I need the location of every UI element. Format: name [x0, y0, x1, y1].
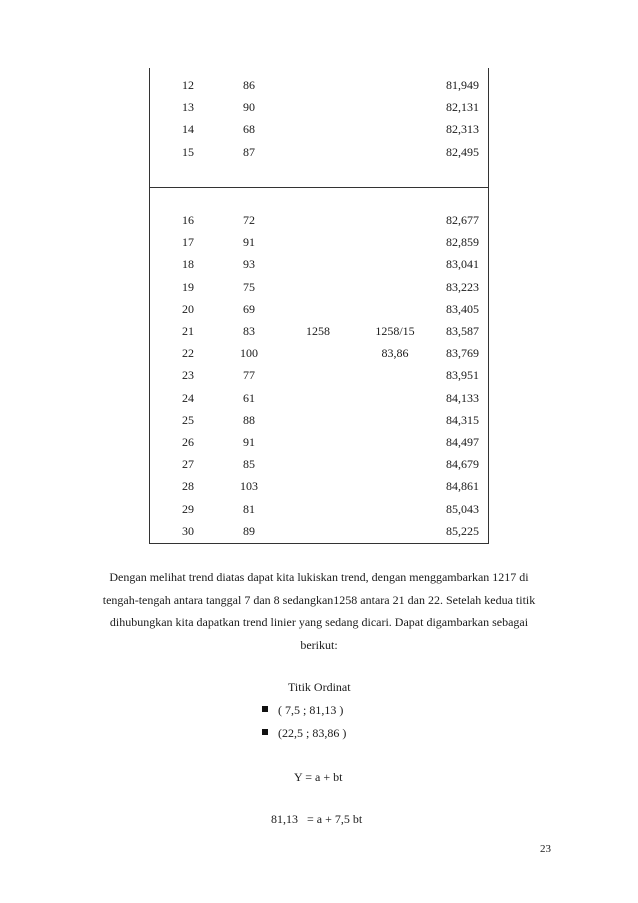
table-cell-no: 12 — [182, 78, 194, 92]
table-cell-value: 88 — [243, 412, 255, 427]
table-bottom-border — [149, 543, 489, 544]
table-cell-no: 21 — [182, 324, 194, 338]
table-cell-trend: 84,861 — [446, 479, 479, 494]
table-cell-trend: 82,313 — [446, 122, 479, 137]
table-cell-value: 85 — [243, 457, 255, 472]
table-cell-avg: 83,86 — [381, 346, 409, 361]
table-cell-no: 24 — [182, 390, 194, 405]
table-cell-no: 30 — [182, 523, 194, 538]
table-cell-no: 23 — [182, 368, 194, 383]
table-cell-value: 89 — [243, 523, 255, 538]
table-left-border — [149, 68, 150, 544]
table-cell-trend: 81,949 — [446, 78, 479, 92]
table-cell-trend: 85,225 — [446, 523, 479, 538]
table-cell-trend: 83,041 — [446, 257, 479, 272]
table-cell-no: 27 — [182, 457, 194, 472]
table-right-border — [488, 68, 489, 544]
table-cell-value: 77 — [243, 368, 255, 383]
ordinat-point-text: ( 7,5 ; 81,13 ) — [278, 703, 344, 717]
table-cell-trend: 83,223 — [446, 279, 479, 294]
table-cell-no: 17 — [182, 235, 194, 250]
table-cell-no: 15 — [182, 144, 194, 159]
table-cell-trend: 83,951 — [446, 368, 479, 383]
table-cell-no: 16 — [182, 213, 194, 227]
table-cell-value: 86 — [243, 78, 255, 92]
table-cell-value: 68 — [243, 122, 255, 137]
table-cell-trend: 83,587 — [446, 324, 479, 338]
bullet-square-icon — [262, 729, 268, 735]
table-cell-trend: 84,133 — [446, 390, 479, 405]
table-cell-trend: 82,677 — [446, 213, 479, 227]
ordinat-point — [262, 703, 343, 717]
table-cell-no: 28 — [182, 479, 194, 494]
paragraph-line: berikut: — [300, 637, 338, 652]
table-cell-value: 93 — [243, 257, 255, 272]
table-cell-value: 75 — [243, 279, 255, 294]
table-cell-no: 29 — [182, 501, 194, 516]
table-cell-value: 91 — [243, 435, 255, 449]
table-cell-value: 91 — [243, 235, 255, 250]
table-cell-trend: 83,769 — [446, 346, 479, 361]
ordinat-point-text: (22,5 ; 83,86 ) — [278, 726, 347, 740]
paragraph-line: Dengan melihat trend diatas dapat kita lukiskan trend, dengan menggambarkan 1217 di — [109, 570, 529, 584]
table-cell-no: 20 — [182, 301, 194, 316]
paragraph-line: dihubungkan kita dapatkan trend linier yang sedang dicari. Dapat digambarkan sebagai — [109, 615, 529, 629]
table-cell-no: 25 — [182, 412, 194, 427]
table-cell-trend: 84,679 — [446, 457, 479, 472]
page-number: 23 — [540, 843, 551, 855]
table-cell-no: 14 — [182, 122, 194, 137]
ordinat-title: Titik Ordinat — [288, 680, 351, 694]
ordinat-point — [262, 726, 346, 740]
table-cell-trend: 84,315 — [446, 412, 479, 427]
table-cell-no: 26 — [182, 435, 194, 449]
table-cell-value: 61 — [243, 390, 255, 405]
table-cell-sum: 1258 — [306, 324, 330, 338]
explanation-paragraph — [75, 566, 563, 656]
table-cell-value: 81 — [243, 501, 255, 516]
table-cell-value: 100 — [240, 346, 258, 361]
table-cell-no: 19 — [182, 279, 194, 294]
table-cell-value: 69 — [243, 301, 255, 316]
table-cell-no: 13 — [182, 100, 194, 115]
table-cell-value: 103 — [240, 479, 258, 494]
table-cell-value: 87 — [243, 144, 255, 159]
table-mid-divider — [149, 187, 489, 188]
paragraph-line: tengah-tengah antara tanggal 7 dan 8 sedangkan1258 antara 21 dan 22. Setelah kedua titik — [102, 592, 536, 607]
bullet-square-icon — [262, 706, 268, 712]
equation: Y = a + bt — [294, 770, 343, 784]
table-cell-trend: 84,497 — [446, 435, 479, 449]
equation: 81,13 = a + 7,5 bt — [271, 812, 363, 826]
table-cell-trend: 82,859 — [446, 235, 479, 250]
table-cell-no: 18 — [182, 257, 194, 272]
trend-table — [149, 68, 489, 544]
table-cell-trend: 82,131 — [446, 100, 479, 115]
table-cell-no: 22 — [182, 346, 194, 361]
table-cell-value: 83 — [243, 324, 255, 338]
table-cell-trend: 82,495 — [446, 144, 479, 159]
table-cell-trend: 85,043 — [446, 501, 479, 516]
table-cell-trend: 83,405 — [446, 301, 479, 316]
table-cell-value: 72 — [243, 213, 255, 227]
table-cell-value: 90 — [243, 100, 255, 115]
table-cell-avg: 1258/15 — [375, 324, 415, 338]
